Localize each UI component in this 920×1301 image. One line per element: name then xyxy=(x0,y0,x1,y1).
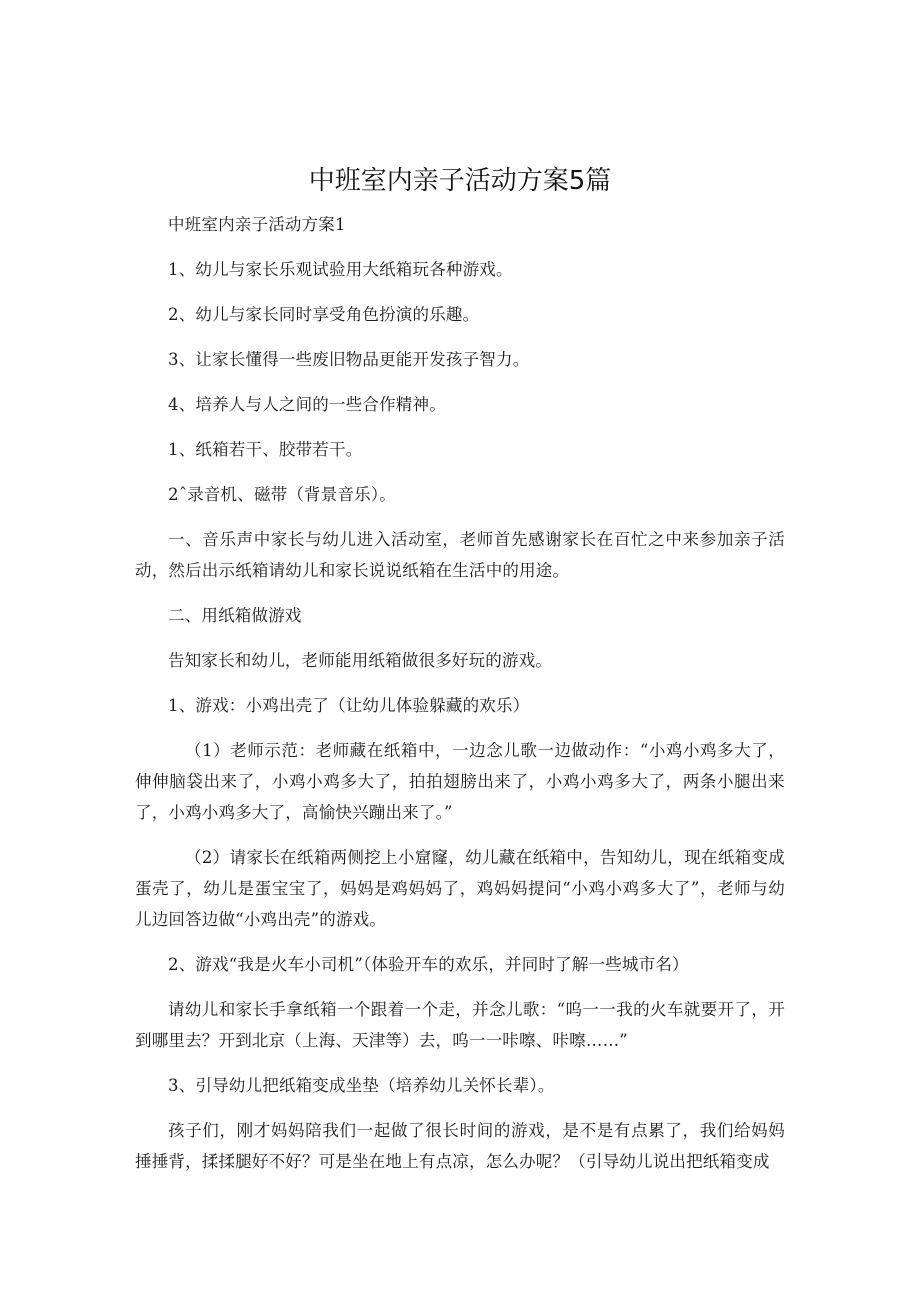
paragraph: 3、引导幼儿把纸箱变成坐垫（培养幼儿关怀长辈）。 xyxy=(168,1076,555,1095)
document-body xyxy=(135,209,785,1177)
paragraph: 2、游戏“我是火车小司机”（体验开车的欢乐，并同时了解一些城市名） xyxy=(168,955,689,974)
paragraph: 请幼儿和家长手拿纸箱一个跟着一个走，并念儿歌：“呜一一我的火车就要开了，开到哪里去？开到北京（上海、天津等）去，呜一一咔嚓、咔嚓……” xyxy=(135,1000,785,1050)
paragraph: 告知家长和幼儿，老师能用纸箱做很多好玩的游戏。 xyxy=(168,651,553,670)
paragraph: 二、用纸箱做游戏 xyxy=(168,606,302,625)
paragraph: 1、幼儿与家长乐观试验用大纸箱玩各种游戏。 xyxy=(168,260,513,279)
paragraph: 2ˆ录音机、磁带（背景音乐）。 xyxy=(168,485,396,504)
paragraph: （2）请家长在纸箱两侧挖上小窟窿，幼儿藏在纸箱中，告知幼儿，现在纸箱变成蛋壳了，幼儿是蛋宝宝了，妈妈是鸡妈妈了，鸡妈妈提问“小鸡小鸡多大了”，老师与幼儿边回答边做“小鸡出壳”的游戏。 xyxy=(135,848,785,929)
paragraph: （1）老师示范：老师藏在纸箱中，一边念儿歌一边做动作：“小鸡小鸡多大了，伸伸脑袋出来了，小鸡小鸡多大了，拍拍翅膀出来了，小鸡小鸡多大了，两条小腿出来了，小鸡小鸡多大了，高愉快兴蹦出来了。” xyxy=(135,741,785,822)
paragraph: 1、纸箱若干、胶带若干。 xyxy=(168,440,363,459)
paragraph: 一、音乐声中家长与幼儿进入活动室，老师首先感谢家长在百忙之中来参加亲子活动，然后出示纸箱请幼儿和家长说说纸箱在生活中的用途。 xyxy=(135,530,785,580)
paragraph: 3、让家长懂得一些废旧物品更能开发孩子智力。 xyxy=(168,350,530,369)
document-title: 中班室内亲子活动方案5篇 xyxy=(308,166,612,196)
paragraph: 1、游戏：小鸡出壳了（让幼儿体验躲藏的欢乐） xyxy=(168,696,530,715)
paragraph: 孩子们，刚才妈妈陪我们一起做了很长时间的游戏，是不是有点累了，我们给妈妈捶捶背，揉揉腿好不好？可是坐在地上有点凉，怎么办呢？（引导幼儿说出把纸箱变成 xyxy=(135,1121,785,1171)
paragraph: 4、培养人与人之间的一些合作精神。 xyxy=(168,395,446,414)
section-heading: 中班室内亲子活动方案1 xyxy=(168,215,346,234)
paragraph: 2、幼儿与家长同时享受角色扮演的乐趣。 xyxy=(168,305,480,324)
